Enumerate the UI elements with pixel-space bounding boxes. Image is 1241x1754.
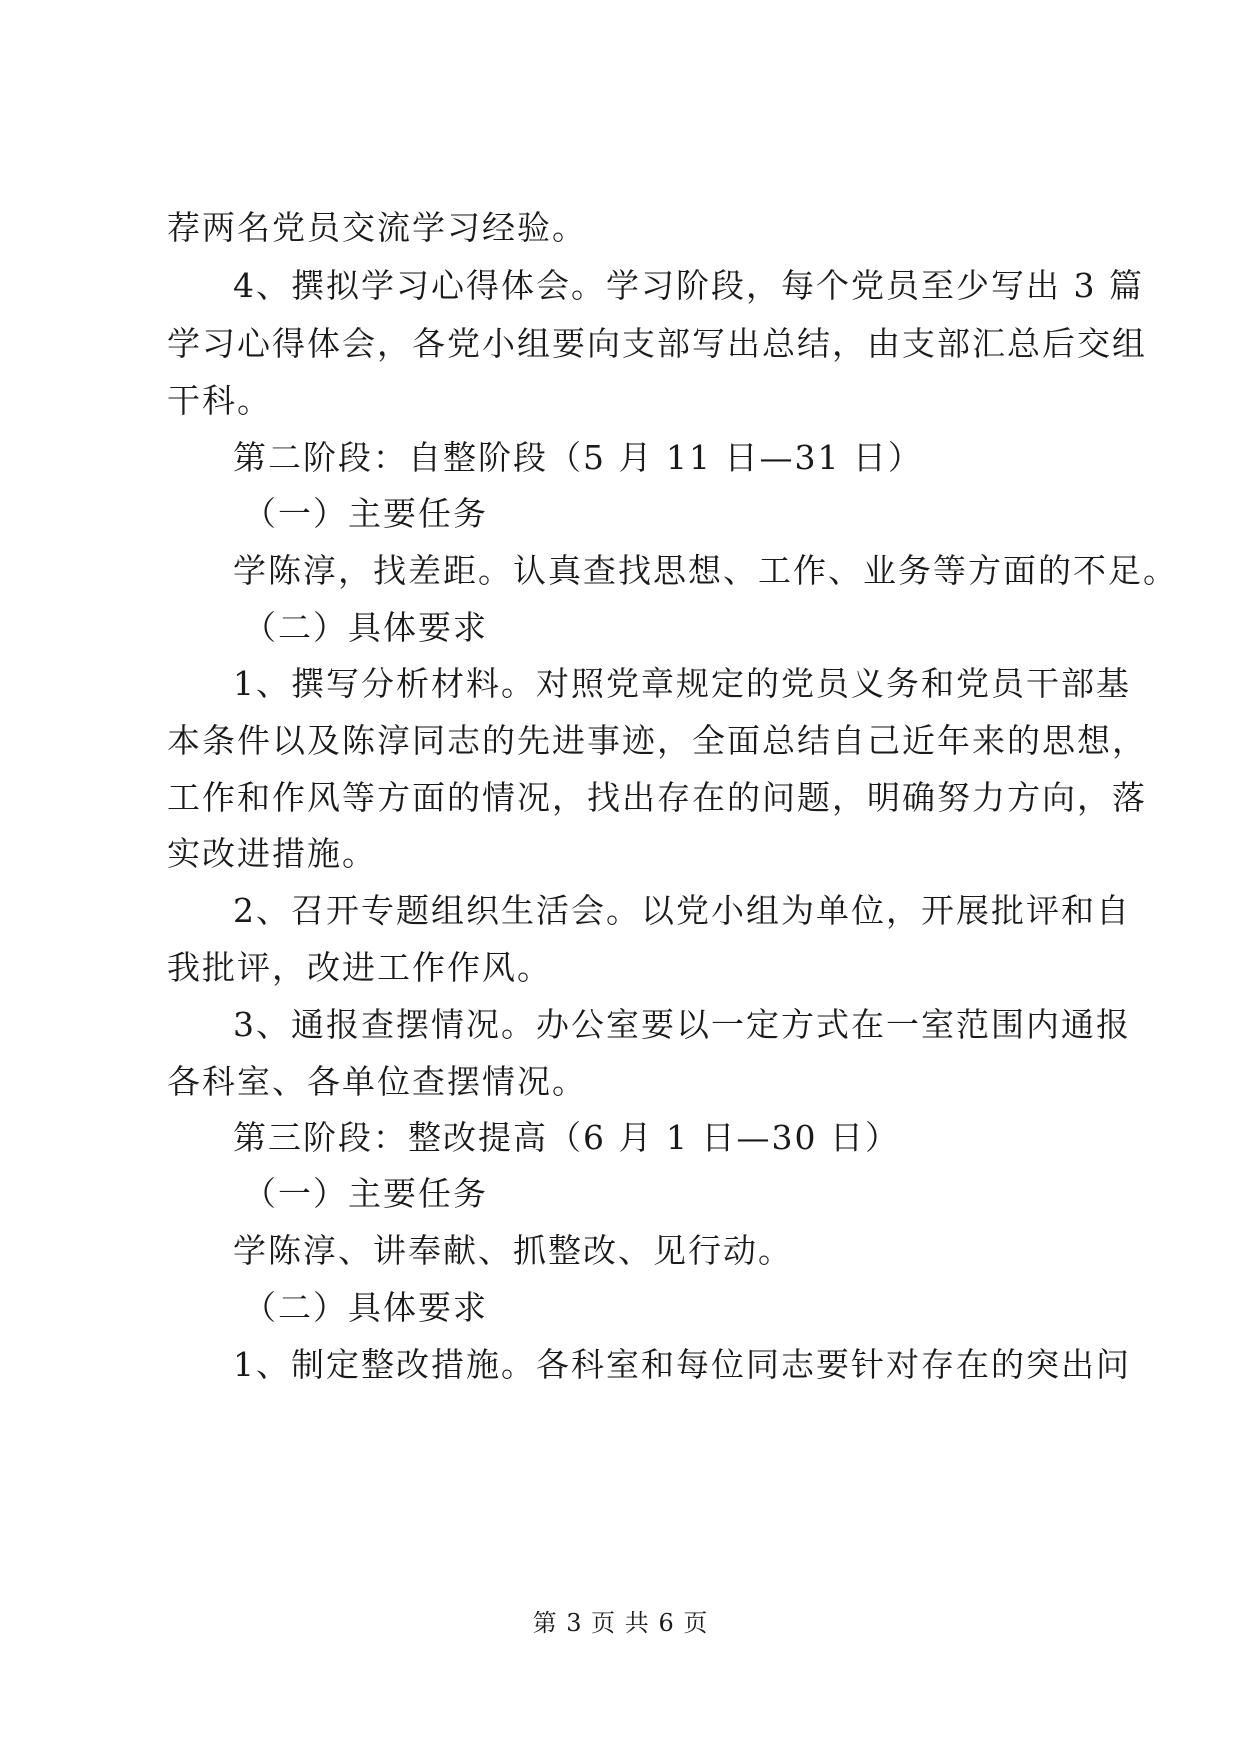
page-footer: 第 3 页 共 6 页 — [532, 1609, 709, 1637]
text-line: 4、撰拟学习心得体会。学习阶段，每个党员至少写出 3 篇 — [233, 266, 1144, 305]
text-line: 2、召开专题组织生活会。以党小组为单位，开展批评和自 — [233, 891, 1131, 930]
text-line: 学陈淳，找差距。认真查找思想、工作、业务等方面的不足。 — [233, 551, 1178, 590]
text-line: 各科室、各单位查摆情况。 — [167, 1062, 587, 1101]
subsection-heading: （二）具体要求 — [243, 608, 488, 647]
text-line: 3、通报查摆情况。办公室要以一定方式在一室范围内通报 — [233, 1005, 1131, 1044]
subsection-heading: （一）主要任务 — [243, 1174, 488, 1213]
section-heading: 第二阶段：自整阶段（5 月 11 日—31 日） — [233, 438, 923, 477]
text-line: 本条件以及陈淳同志的先进事迹，全面总结自己近年来的思想， — [167, 721, 1147, 760]
subsection-heading: （二）具体要求 — [243, 1288, 488, 1327]
text-line: 学习心得体会，各党小组要向支部写出总结，由支部汇总后交组 — [167, 324, 1147, 363]
text-line: 学陈淳、讲奉献、抓整改、见行动。 — [233, 1231, 793, 1270]
section-heading: 第三阶段：整改提高（6 月 1 日—30 日） — [233, 1118, 900, 1157]
text-line: 我批评，改进工作作风。 — [167, 948, 552, 987]
text-line: 干科。 — [167, 381, 272, 420]
text-line: 荐两名党员交流学习经验。 — [167, 208, 587, 247]
text-line: 1、制定整改措施。各科室和每位同志要针对存在的突出问 — [233, 1345, 1131, 1384]
text-line: 1、撰写分析材料。对照党章规定的党员义务和党员干部基 — [233, 664, 1131, 703]
subsection-heading: （一）主要任务 — [243, 494, 488, 533]
text-line: 实改进措施。 — [167, 834, 377, 873]
text-line: 工作和作风等方面的情况，找出存在的问题，明确努力方向，落 — [167, 778, 1147, 817]
